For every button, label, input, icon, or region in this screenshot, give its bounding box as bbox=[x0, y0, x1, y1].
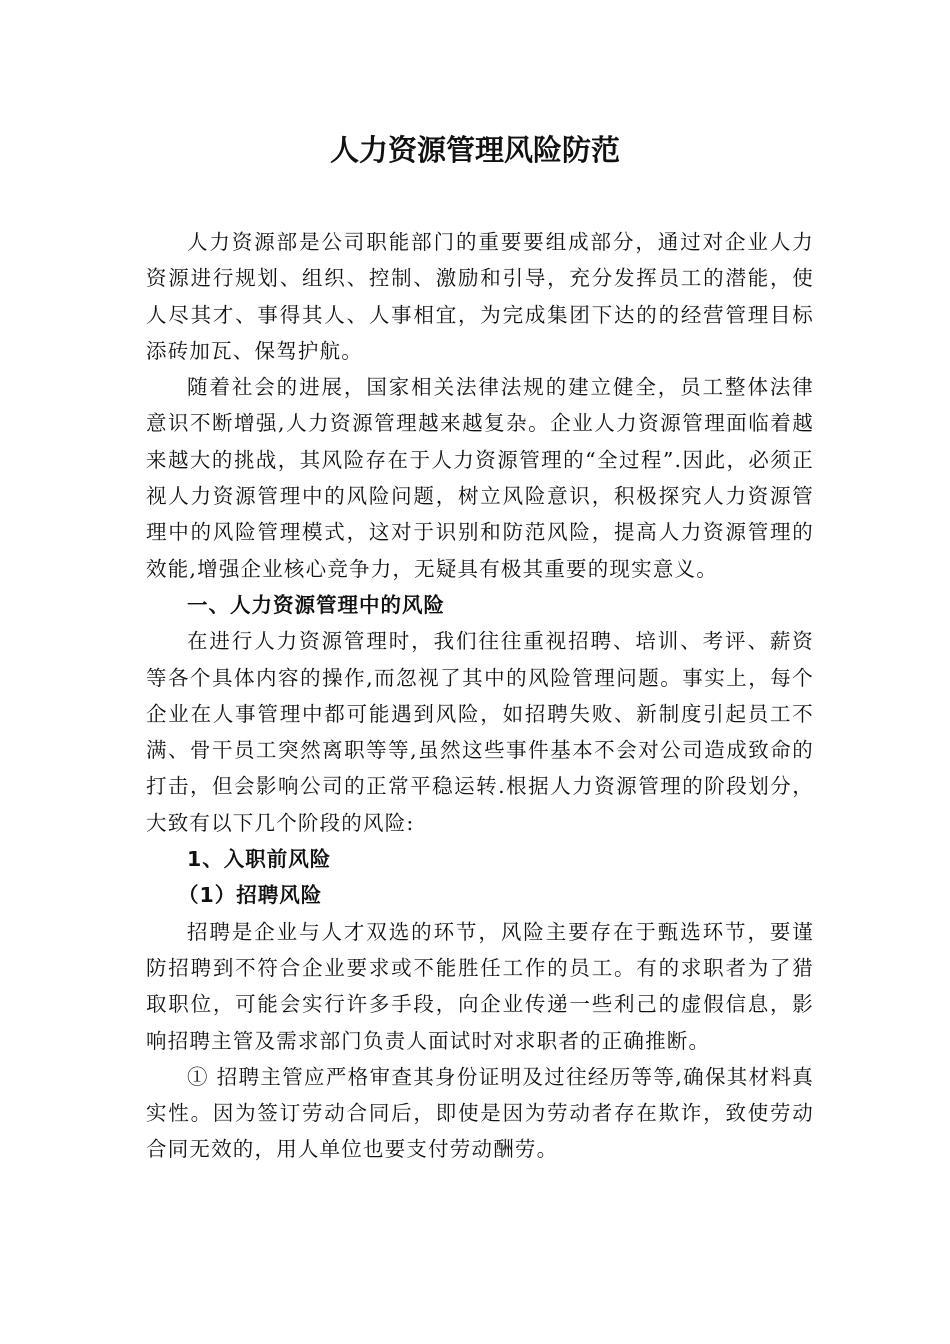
subsubsection-heading-recruitment: （1）招聘风险 bbox=[178, 883, 323, 908]
document-body bbox=[146, 224, 814, 1168]
risks-paragraph: 在进行人力资源管理时，我们往往重视招聘、培训、考评、薪资等各个具体内容的操作,而忽视了其中的风险管理问题。事实上，每个企业在人事管理中都可能遇到风险，如招聘失败、新制度引起员工不满、骨干员工突然离职等等,虽然这些事件基本不会对公司造成致命的打击，但会影响公司的正常平稳运转.根据人力资源管理的阶段划分，大致有以下几个阶段的风险: bbox=[146, 629, 814, 835]
document-title: 人力资源管理风险防范 bbox=[329, 133, 620, 167]
intro-paragraph: 人力资源部是公司职能部门的重要要组成部分，通过对企业人力资源进行规划、组织、控制、激励和引导，充分发挥员工的潜能，使人尽其才、事得其人、人事相宜，为完成集团下达的的经营管理目标添砖加瓦、保驾护航。 bbox=[146, 230, 814, 363]
subsection-heading-pre-employment: 1、入职前风险 bbox=[187, 847, 332, 872]
section-heading-risks: 一、人力资源管理中的风险 bbox=[187, 592, 445, 617]
recruitment-point-1: ① 招聘主管应严格审查其身份证明及过往经历等等,确保其材料真实性。因为签订劳动合同后，即使是因为劳动者存在欺诈，致使劳动合同无效的，用人单位也要支付劳动酬劳。 bbox=[146, 1064, 814, 1162]
background-paragraph: 随着社会的进展，国家相关法律法规的建立健全，员工整体法律意识不断增强,人力资源管理越来越复杂。企业人力资源管理面临着越来越大的挑战，其风险存在于人力资源管理的“全过程”.因此，必须正视人力资源管理中的风险问题，树立风险意识，积极探究人力资源管理中的风险管理模式，这对于识别和防范风险，提高人力资源管理的效能,增强企业核心竞争力，无疑具有极其重要的现实意义。 bbox=[146, 375, 814, 581]
recruitment-paragraph: 招聘是企业与人才双选的环节，风险主要存在于甄选环节，要谨防招聘到不符合企业要求或不能胜任工作的员工。有的求职者为了猎取职位，可能会实行许多手段，向企业传递一些利己的虚假信息，影响招聘主管及需求部门负责人面试时对求职者的正确推断。 bbox=[146, 919, 814, 1053]
